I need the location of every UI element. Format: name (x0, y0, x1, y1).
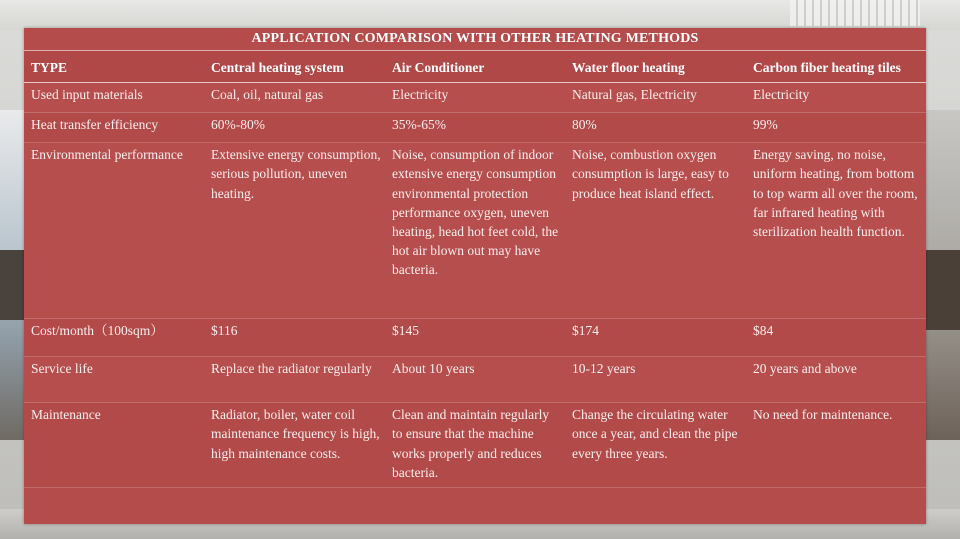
header-air-conditioner: Air Conditioner (392, 60, 485, 75)
header-type: TYPE (31, 60, 68, 75)
table-cell: Change the circulating water once a year, and clean the pipe every three years. (572, 407, 738, 461)
table-cell: 60%-80% (211, 117, 265, 133)
table-row (24, 319, 926, 357)
table-row (24, 357, 926, 403)
table-cell: Electricity (392, 87, 449, 103)
table-cell: $174 (572, 323, 599, 339)
table-cell: Electricity (753, 87, 810, 103)
header-carbon-fiber-tiles: Carbon fiber heating tiles (753, 60, 901, 75)
table-cell: Energy saving, no noise, uniform heating, from bottom to top warm all over the room, far infrared heating with sterilization health function. (753, 147, 918, 240)
row-label: Heat transfer efficiency (31, 117, 159, 133)
table-cell: No need for maintenance. (753, 407, 893, 423)
table-cell: Natural gas, Electricity (572, 87, 697, 103)
table-cell: 20 years and above (753, 361, 857, 377)
background-frame-right (926, 250, 960, 330)
table-cell: 10-12 years (572, 361, 636, 377)
table-cell: $145 (392, 323, 419, 339)
table-cell: $116 (211, 323, 238, 339)
table-cell: Noise, combustion oxygen consumption is large, easy to produce heat island effect. (572, 147, 729, 201)
table-cell: Replace the radiator regularly (211, 361, 372, 377)
table-cell: 99% (753, 117, 778, 133)
row-label: Service life (31, 361, 93, 377)
table-header-row (24, 51, 926, 83)
table-cell: Extensive energy consumption, serious pollution, uneven heating. (211, 147, 381, 201)
table-row (24, 113, 926, 143)
table-cell: 80% (572, 117, 597, 133)
table-row (24, 83, 926, 113)
table-cell: Radiator, boiler, water coil maintenance frequency is high, high maintenance costs. (211, 407, 380, 461)
table-cell: 35%-65% (392, 117, 446, 133)
table-cell: $84 (753, 323, 774, 339)
table-row (24, 143, 926, 319)
table-cell: About 10 years (392, 361, 475, 377)
header-central-heating: Central heating system (211, 60, 344, 75)
row-label: Used input materials (31, 87, 143, 103)
comparison-table (24, 51, 926, 488)
background-vent (790, 0, 920, 26)
table-cell: Coal, oil, natural gas (211, 87, 324, 103)
table-cell: Noise, consumption of indoor extensive energy consumption environmental protection performance oxygen, uneven heating, head hot feet cold, the hot air blown out may have bacteria. (392, 147, 559, 278)
row-label: Cost/month（100sqm） (31, 323, 164, 339)
row-label: Environmental performance (31, 147, 183, 163)
table-cell: Clean and maintain regularly to ensure that the machine works properly and reduces bacteria. (392, 407, 550, 480)
background-frame-left (0, 250, 24, 320)
slide-title: APPLICATION COMPARISON WITH OTHER HEATING METHODS (251, 31, 699, 46)
row-label: Maintenance (31, 407, 101, 423)
comparison-panel (24, 28, 926, 524)
table-row (24, 403, 926, 488)
header-water-floor-heating: Water floor heating (572, 60, 685, 75)
